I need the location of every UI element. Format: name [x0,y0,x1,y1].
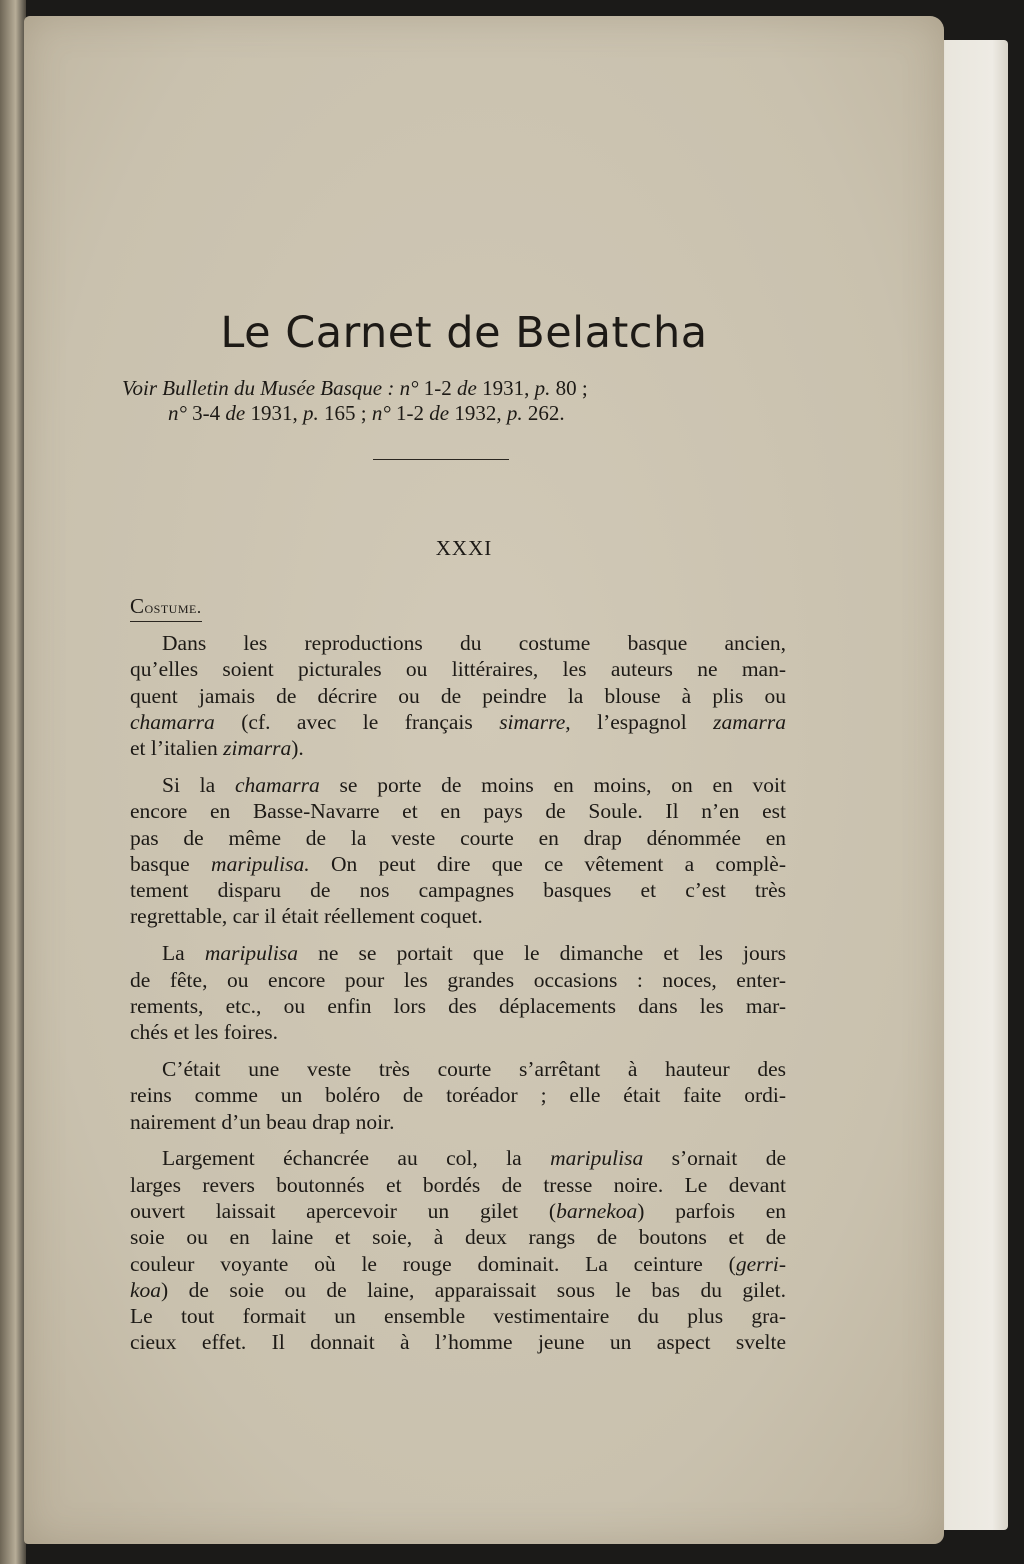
text-run: pas de même de la veste courte en drap dénommée en [130,825,786,850]
italic-text: zamarra [713,709,787,734]
paragraph [130,1145,786,1355]
italic-text: de [457,376,477,400]
facing-page-edge [0,0,26,1564]
text-run: rements, etc., ou enfin lors des déplacements dans les mar- [130,993,786,1018]
text-run: ouvert laissait apercevoir un gilet ( [130,1198,557,1223]
text-run: ) de soie ou de laine, apparaissait sous le bas du gilet. [161,1277,786,1302]
text-line [130,825,786,851]
italic-text: p. [534,376,551,400]
text-run: nairement d’un beau drap noir. [130,1109,395,1134]
text-line [130,1172,786,1198]
text-line [130,1303,786,1329]
italic-text: p. [302,401,319,425]
text-run: encore en Basse-Navarre et en pays de Soule. Il n’en est [130,799,786,824]
text-run: 80 ; [550,376,588,400]
page-title: Le Carnet de Belatcha [220,308,708,358]
text-run: tement disparu de nos campagnes basques et c’est très [130,878,786,903]
text-line [130,903,786,929]
body-text [130,630,786,1366]
text-line [130,1082,786,1108]
italic-text: p. [506,401,523,425]
text-run: reins comme un boléro de toréador ; elle était faite ordi- [130,1083,786,1108]
italic-text: n° [399,376,419,400]
section-heading: Costume. [130,594,202,622]
text-line [130,1056,786,1082]
text-run: Dans les reproductions du costume basque ancien, [162,631,786,655]
text-line [130,683,786,709]
text-run: 1931, [245,401,303,425]
divider-rule [373,459,509,460]
text-line [130,735,786,761]
text-run: basque [130,851,212,876]
text-line [130,630,786,656]
text-line [130,940,786,966]
text-line [130,1019,786,1045]
text-run: 1-2 [390,401,430,425]
text-run: couleur voyante où le rouge dominait. La ceinture ( [130,1251,736,1276]
italic-text: n° [168,401,187,425]
italic-text: Voir Bulletin du Musée Basque : [122,376,395,400]
italic-text: de [225,401,246,425]
text-run: C’était une veste très courte s’arrêtant à hauteur des [162,1056,786,1081]
document-page [24,16,944,1544]
text-run: La [162,941,205,966]
text-line [130,656,786,682]
text-run: Largement échancrée au col, la [162,1146,551,1171]
text-run: ne se portait que le dimanche et les jours [298,941,786,966]
italic-text: maripulisa [550,1146,644,1171]
italic-text: gerri- [735,1251,786,1276]
text-run: quent jamais de décrire ou de peindre la blouse à plis ou [130,683,786,708]
text-run: (cf. avec le français [214,709,500,734]
text-line [130,798,786,824]
text-line [130,851,786,877]
text-line [130,1251,786,1277]
text-run: 262. [522,401,565,425]
text-line [130,1109,786,1135]
text-run: 165 ; [318,401,372,425]
paragraph [130,1056,786,1135]
italic-text: barnekoa [556,1198,638,1223]
text-run: se porte de moins en moins, on en voit [319,772,786,797]
text-run: qu’elles soient picturales ou littéraires, les auteurs ne man- [130,657,786,682]
text-run: larges revers boutonnés et bordés de tresse noire. Le devant [130,1172,786,1197]
text-line [130,1198,786,1224]
text-line [130,1145,786,1171]
italic-text: maripulisa. [211,851,310,876]
text-run: l’espagnol [570,709,714,734]
text-run: On peut dire que ce vêtement a complè- [309,851,786,876]
italic-text: n° [371,401,391,425]
paragraph [130,772,786,930]
text-line [130,1329,786,1355]
italic-text: koa [130,1277,162,1302]
text-run: 1932, [449,401,507,425]
text-run: Si la [162,772,235,797]
italic-text: simarre, [499,709,571,734]
paragraph [130,940,786,1045]
text-line [130,993,786,1019]
text-run: ) parfois en [637,1198,786,1223]
citation-line [122,376,588,401]
paragraph [130,630,786,761]
text-run: chés et les foires. [130,1020,279,1045]
text-line [130,772,786,798]
text-run: cieux effet. Il donnait à l’homme jeune un aspect svelte [130,1330,786,1355]
chapter-numeral: XXXI [435,536,493,560]
italic-text: de [429,401,450,425]
text-run: regrettable, car il était réellement coquet. [130,904,483,929]
italic-text: chamarra [234,772,320,797]
text-run: 1-2 [418,376,458,400]
text-run: 3-4 [186,401,226,425]
text-line [130,709,786,735]
italic-text: maripulisa [204,941,298,966]
text-run: et l’italien [130,736,224,761]
text-run: ). [291,736,304,761]
italic-text: chamarra [130,709,215,734]
citation-line [168,401,565,426]
text-run: 1931, [476,376,535,400]
text-run: de fête, ou encore pour les grandes occasions : noces, enter- [130,967,786,992]
italic-text: zimarra [223,736,292,761]
text-run: soie ou en laine et soie, à deux rangs de boutons et de [130,1225,786,1250]
text-line [130,877,786,903]
text-run: Le tout formait un ensemble vestimentaire du plus gra- [130,1304,786,1329]
text-line [130,967,786,993]
text-run: s’ornait de [643,1146,786,1171]
text-line [130,1277,786,1303]
text-line [130,1224,786,1250]
